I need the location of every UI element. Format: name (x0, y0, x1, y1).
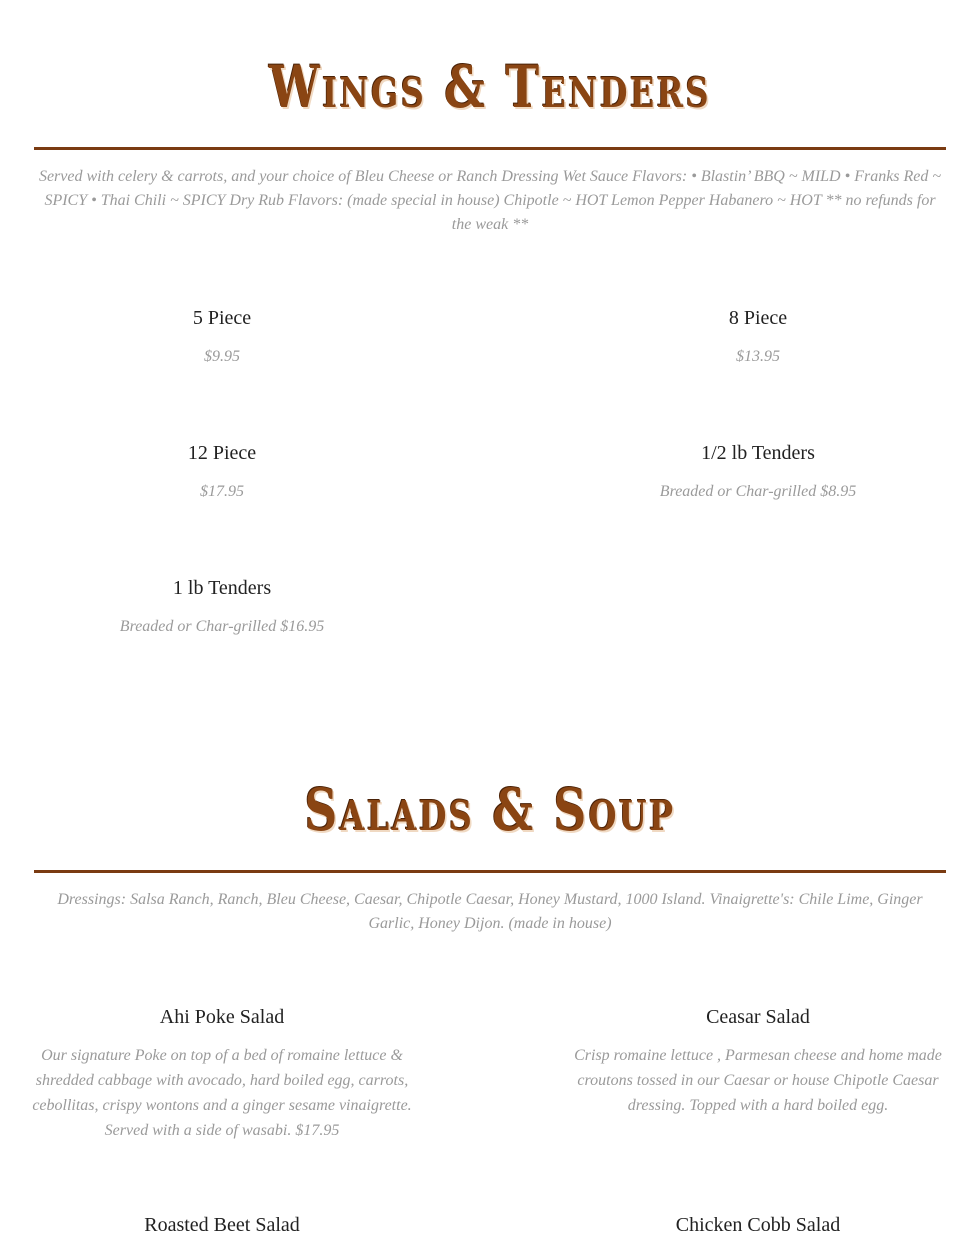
wings-divider (34, 147, 946, 150)
item-name: 12 Piece (187, 442, 257, 464)
salads-section (34, 775, 946, 845)
menu-item (32, 1213, 412, 1237)
item-name: 8 Piece (728, 307, 788, 329)
section-description: Dressings: Salsa Ranch, Ranch, Bleu Cheese, Caesar, Chipotle Caesar, Honey Mustard, 1000 Island. Vinaigrette's: Chile Lime, Ginger Garlic, Honey Dijon. (made in house) (57, 891, 923, 932)
item-description: Breaded or Char-grilled $8.95 (659, 483, 857, 500)
menu-item (32, 441, 412, 504)
wings-description-wrap (34, 165, 946, 237)
section-divider (34, 870, 946, 873)
item-name: Ahi Poke Salad (159, 1006, 285, 1028)
menu-item (32, 306, 412, 369)
menu-item (568, 441, 948, 504)
item-description: Crisp romaine lettuce , Parmesan cheese and home made croutons tossed in our Caesar or house Chipotle Caesar dressing. Topped with a hard boiled egg. (574, 1047, 942, 1114)
menu-item (32, 576, 412, 639)
menu-item (568, 1213, 948, 1237)
item-price: $9.95 (204, 348, 240, 365)
item-name: Ceasar Salad (706, 1006, 810, 1028)
item-name: 5 Piece (192, 307, 252, 329)
menu-item (568, 1005, 948, 1118)
section-title: Salads & Soup (304, 776, 676, 844)
section-title: Wings & Tenders (269, 53, 711, 121)
section-description: Served with celery & carrots, and your choice of Bleu Cheese or Ranch Dressing Wet Sauce Flavors: • Blastin’ BBQ ~ MILD • Franks Red ~ SPICY • Thai Chili ~ SPICY Dry Rub Flavors: (made special in house) Chipotle ~ HOT Lemon Pepper Habanero ~ HOT ** no refunds for the weak ** (38, 168, 942, 233)
item-name: Chicken Cobb Salad (675, 1214, 841, 1236)
salads-description-wrap (34, 888, 946, 936)
item-name: 1/2 lb Tenders (701, 442, 815, 464)
item-price: $17.95 (200, 483, 244, 500)
menu-item (568, 306, 948, 369)
section-divider (34, 147, 946, 150)
item-price: $13.95 (736, 348, 780, 365)
wings-section (34, 52, 946, 122)
menu-item (32, 1005, 412, 1143)
salads-divider (34, 870, 946, 873)
item-description: Breaded or Char-grilled $16.95 (119, 618, 325, 635)
item-name: Roasted Beet Salad (144, 1214, 300, 1236)
item-description: Our signature Poke on top of a bed of romaine lettuce & shredded cabbage with avocado, hard boiled egg, carrots, cebollitas, crispy wontons and a ginger sesame vinaigrette. Served with a side of wasabi. $17.95 (32, 1047, 412, 1139)
item-name: 1 lb Tenders (172, 577, 272, 599)
